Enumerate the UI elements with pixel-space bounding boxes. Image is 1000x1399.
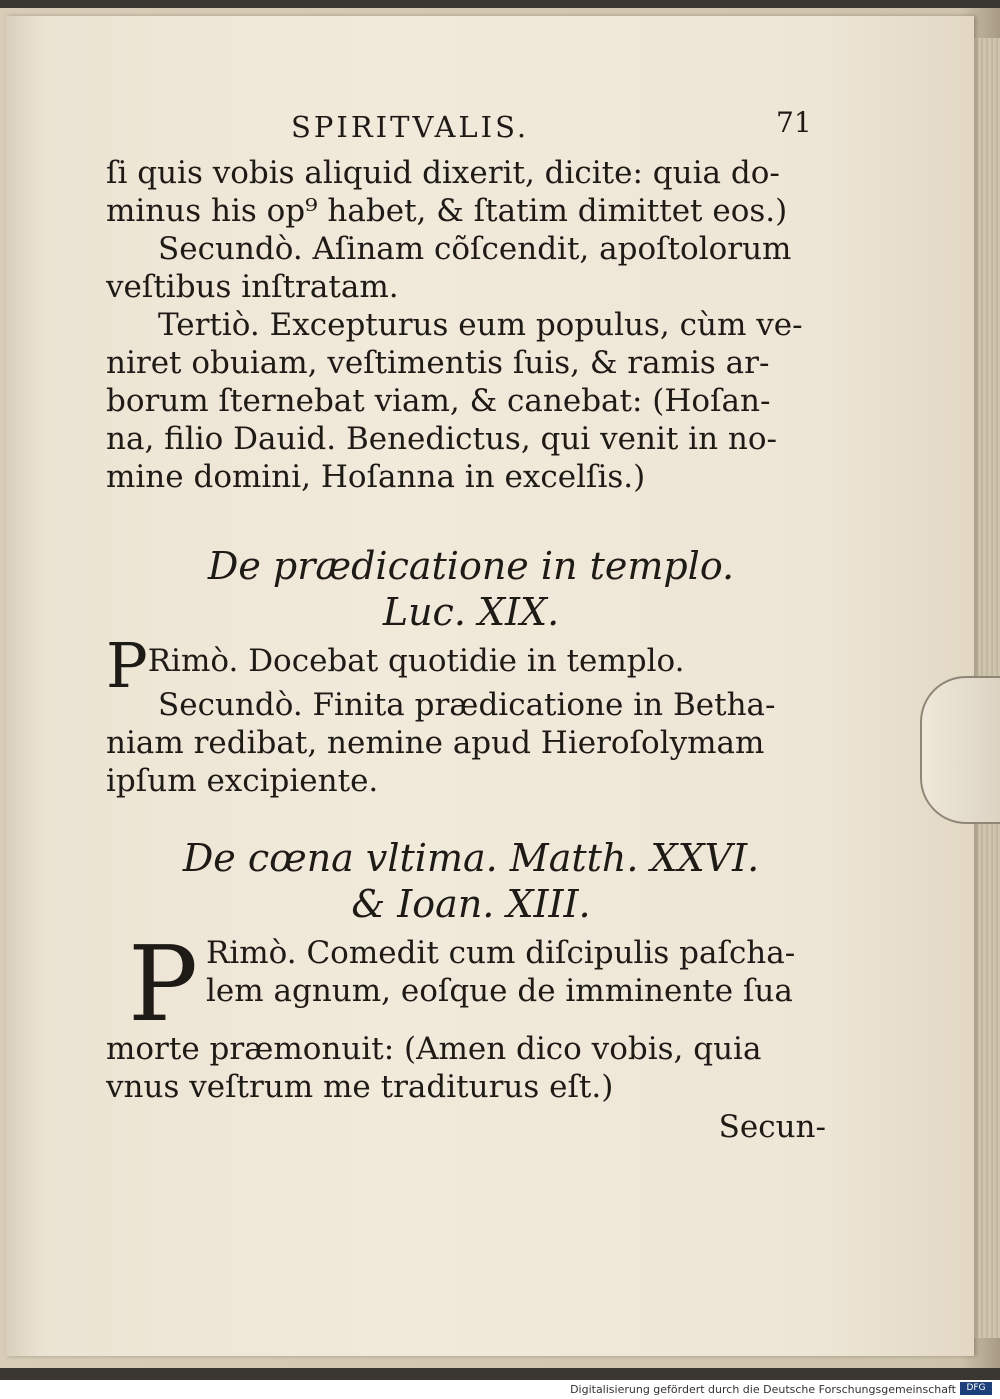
running-header [116, 108, 836, 154]
text-line: Secundò. Aſinam cõſcendit, apoſtolorum [158, 231, 792, 267]
text-line: ſi quis vobis aliquid dixerit, dicite: quia do- [106, 155, 780, 191]
text-line: Tertiò. Excepturus eum populus, cùm ve- [158, 307, 803, 343]
section-body [106, 629, 836, 800]
text-line: vnus veſtrum me traditurus eſt.) [106, 1069, 614, 1105]
text-line: niret obuiam, veſtimentis ſuis, & ramis ar- [106, 345, 770, 381]
initial-letter: P [106, 629, 148, 702]
book-page [6, 16, 974, 1356]
initial-letter: P [128, 923, 198, 1045]
text-line: mine domini, Hoſanna in excelſis.) [106, 459, 646, 495]
text-line: veſtibus inſtratam. [106, 269, 399, 305]
text-line: minus his op⁹ habet, & ſtatim dimittet eos.) [106, 193, 788, 229]
running-title: SPIRITVALIS. [291, 110, 530, 144]
text-line: lem agnum, eoſque de imminente ſua [205, 973, 793, 1009]
text-line: niam redibat, nemine apud Hieroſolymam [106, 725, 765, 761]
book-clasp [920, 676, 1000, 824]
section-heading: De prædicatione in templo. [207, 544, 735, 588]
section-heading: De cœna vltima. Matth. XXVI. [182, 836, 760, 880]
folio-number: 71 [776, 106, 812, 139]
passage-continuation [106, 154, 836, 496]
text-line: Secundò. Finita prædicatione in Betha- [158, 687, 776, 723]
page-text [106, 108, 836, 1146]
text-line-first [106, 629, 836, 702]
text-line: na, filio Dauid. Benedictus, qui venit in no- [106, 421, 778, 457]
section-reference: & Ioan. XIII. [351, 882, 591, 926]
section-body [106, 923, 836, 1146]
text-line: Rimò. Comedit cum diſcipulis paſcha- [205, 935, 796, 971]
catchword: Secun- [718, 1109, 826, 1145]
dfg-logo-icon: DFG [960, 1382, 992, 1395]
first-line-text: Rimò. Docebat quotidie in templo. [147, 643, 685, 679]
text-line: ipſum excipiente. [106, 763, 379, 799]
text-line: morte præmonuit: (Amen dico vobis, quia [106, 1031, 762, 1067]
text-line: borum ſternebat viam, & canebat: (Hoſan- [106, 383, 771, 419]
footer-credit: Digitalisierung gefördert durch die Deutsche Forschungsgemeinschaft [570, 1383, 956, 1396]
section-reference: Luc. XIX. [382, 590, 560, 634]
